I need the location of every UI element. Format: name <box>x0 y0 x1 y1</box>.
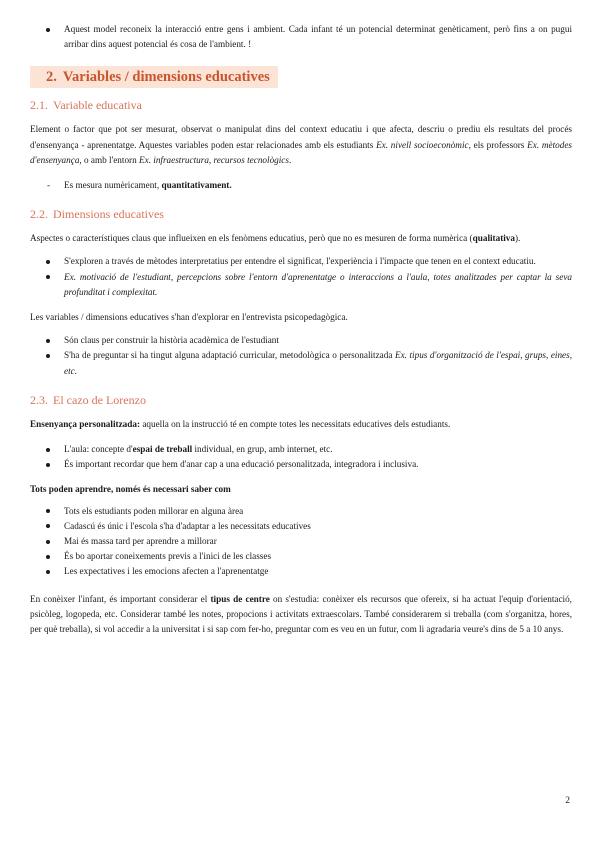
dimensions-end: ). <box>515 233 521 244</box>
section-2-2-title: Dimensions educatives <box>53 207 164 222</box>
personalized-paragraph <box>30 417 572 432</box>
section-2-3-heading <box>30 391 572 409</box>
dash-item <box>30 178 572 193</box>
example-teachers: Ex. mètodes d'ensenyança <box>30 139 572 165</box>
interview-list <box>30 333 572 379</box>
personalized-bold: Ensenyança personalitzada: <box>30 418 141 429</box>
variable-definition-text-2: , els professors <box>468 139 528 150</box>
dimensions-bold: qualitativa <box>472 233 515 244</box>
variable-definition-text-3: , o amb l'entorn <box>79 154 139 165</box>
section-2-heading <box>30 66 278 88</box>
learning-item-2: Cadascú és únic i l'escola s'ha d'adaptar a les necessitats educatives <box>30 519 572 534</box>
section-2-2-heading <box>30 205 572 223</box>
classroom-bold: espai de treball <box>132 444 193 455</box>
section-2-3-number: 2.3. <box>30 392 48 407</box>
interview-bullet-2-example: Ex. tipus d'organització de l'espai, grups, eines, etc. <box>64 350 572 376</box>
section-2-3-title: El cazo de Lorenzo <box>53 392 146 407</box>
interview-bullet-1: Són claus per construir la història acadèmica de l'estudiant <box>30 333 572 348</box>
school-type-text: En conèixer l'infant, és important considerar el <box>30 593 211 604</box>
learning-list <box>30 504 572 580</box>
dimensions-list <box>30 254 572 300</box>
variable-dash-list <box>30 178 572 193</box>
learning-item-4: És bo aportar coneixements previs a l'inici de les classes <box>30 549 572 564</box>
page-number: 2 <box>565 796 570 806</box>
intro-bullet: Aquest model reconeix la interacció entre gens i ambient. Cada infant té un potencial determinat genèticament, però fins a on pugui arribar dins aquest potencial és cosa de l'ambient. ! <box>30 22 572 52</box>
learning-item-3: Mai és massa tard per aprendre a millorar <box>30 534 572 549</box>
personalized-text: aquella on la instrucció té en compte totes les necessitats educatives dels estudiants. <box>140 418 451 429</box>
example-environment: Ex. infraestructura, recursos tecnològics <box>139 154 289 165</box>
dimensions-text: Aspectes o característiques claus que influeixen en els fenòmens educatius, però que no es mesuren de forma numèrica ( <box>30 233 473 244</box>
variable-definition-text: Element o factor que pot ser mesurat, observat o manipulat dins del context educatiu i que afecta, descriu o prediu els resultats del procés d'ensenyança - aprenentatge. Aquestes variables poden estar relacionades amb els estudiants <box>30 124 572 150</box>
section-2-1-heading <box>30 96 572 114</box>
classroom-text-2: individual, en grup, amb internet, etc. <box>192 444 333 455</box>
dash-text: Es mesura numèricament, <box>64 180 162 191</box>
school-type-text-2: on s'estudia: conèixer els recursos que ofereix, si ha actuat l'equip d'orientació, psicòleg, logopeda, etc. Considerar també les notes, propocions i activitats extraescolars. També considerarem si treballa (com s'organitza, hores, per què treballa), si vol accedir a la universitat i si sap com fer-ho, preguntar com es veu en un futur, com li agradaria veure's dins de 5 a 10 anys. <box>30 593 572 635</box>
section-2-title: Variables / dimensions educatives <box>62 69 270 86</box>
learning-item-1: Tots els estudiants poden millorar en alguna àrea <box>30 504 572 519</box>
section-2-heading-wrap <box>30 66 572 88</box>
school-type-bold: tipus de centre <box>210 593 270 604</box>
classroom-bullet-2: És important recordar que hem d'anar cap a una educació personalitzada, integradora i inclusiva. <box>30 457 572 472</box>
document-page <box>30 22 572 637</box>
section-2-number: 2. <box>46 69 57 86</box>
section-2-1-title: Variable educativa <box>53 98 142 113</box>
dash-bold: quantitativament. <box>161 180 232 191</box>
interview-bullet-2 <box>30 348 572 378</box>
section-2-1-number: 2.1. <box>30 98 48 113</box>
classroom-text: L'aula: concepte d' <box>64 444 133 455</box>
learning-item-5: Les expectatives i les emocions afecten a l'aprenentatge <box>30 564 572 579</box>
variable-definition-end: . <box>288 154 292 165</box>
school-type-paragraph <box>30 592 572 638</box>
example-students: Ex. nivell socioeconòmic <box>376 139 469 150</box>
variable-definition <box>30 122 572 168</box>
classroom-bullet-1 <box>30 442 572 457</box>
dimensions-bullet-1: S'exploren a través de mètodes interpretatius per entendre el significat, l'experiència i l'impacte que tenen en el context educatiu. <box>30 254 572 269</box>
section-2-2-number: 2.2. <box>30 207 48 222</box>
dimensions-bullet-2: Ex. motivació de l'estudiant, percepcions sobre l'entorn d'aprenentatge o interaccions a l'aula, totes analitzades per captar la seva profunditat i complexitat. <box>30 270 572 300</box>
interview-paragraph: Les variables / dimensions educatives s'han d'explorar en l'entrevista psicopedagògica. <box>30 312 348 323</box>
dimensions-definition <box>30 231 572 246</box>
intro-list <box>30 22 572 52</box>
learning-heading: Tots poden aprendre, només és necessari saber com <box>30 484 231 495</box>
classroom-list <box>30 442 572 472</box>
interview-bullet-2-text: S'ha de preguntar si ha tingut alguna adaptació curricular, metodològica o personalitzada <box>64 350 395 361</box>
